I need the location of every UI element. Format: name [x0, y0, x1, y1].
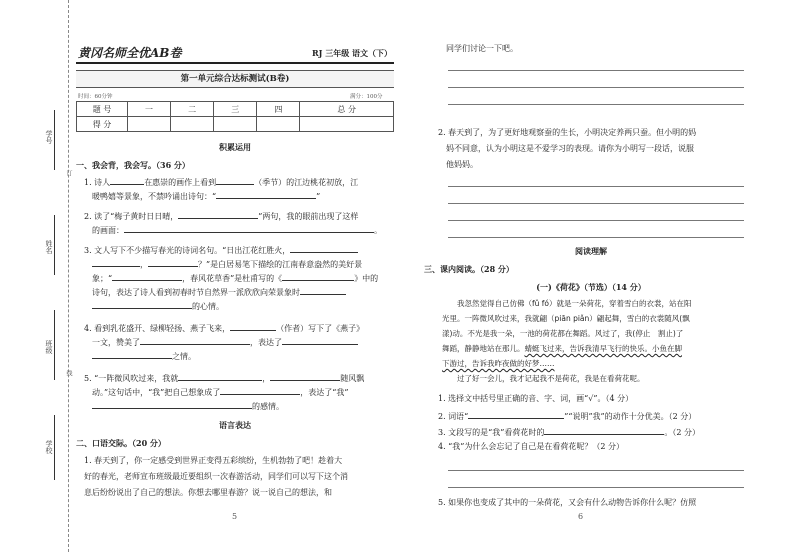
question-4-line3 [92, 348, 394, 364]
q5-text: 5. “一阵微风吹过来，我就 [84, 374, 179, 383]
answer-line[interactable] [448, 104, 744, 105]
q4-text: 一文，赞美了 [92, 338, 140, 347]
reading-question-1: 1. 选择文中括号里正确的音、字、词，画“√”。（4 分） [438, 394, 634, 403]
score-table-header-row [77, 102, 394, 117]
cut-line [68, 0, 69, 552]
edition-label: RJ 三年级 语文（下） [311, 48, 392, 58]
header-banner [76, 42, 394, 64]
passage-line: 舞蹈，静静地站在那儿。 [442, 344, 525, 353]
passage-line: 我忽然觉得自己仿佛（fǔ fó）就是一朵荷花，穿着雪白的衣裳，站在阳 [457, 299, 692, 308]
question-3-line5 [92, 298, 394, 314]
answer-line[interactable] [448, 186, 744, 187]
q2-text: 的画面： [92, 226, 124, 235]
answer-blank[interactable] [468, 408, 564, 419]
q3-text: 》中的 [354, 274, 379, 283]
answer-blank[interactable] [282, 270, 354, 281]
q2-text: 2. 读了“梅子黄时日日晴， [84, 212, 179, 221]
q5-text: 随风飘 [340, 374, 365, 383]
answer-blank[interactable] [178, 370, 262, 381]
q3-text: 象；“ [92, 274, 113, 283]
name-label: 姓名 [45, 240, 53, 254]
q1-text: （季节）的江边桃花初放，江 [254, 178, 359, 187]
score-cell: 四 [257, 102, 300, 117]
reading-question-2 [438, 408, 748, 424]
answer-line[interactable] [448, 87, 744, 88]
answer-line[interactable] [448, 70, 744, 71]
score-cell: 得 分 [77, 117, 128, 132]
reading-question-3 [438, 424, 748, 440]
q3-text: 的心情。 [192, 302, 224, 311]
reading-question-4: 4. “我”为什么会忘记了自己是在看荷花呢？（2 分） [438, 442, 624, 451]
exam-full-score: 满分：100分 [350, 94, 383, 100]
q4-text: 4. 看到乳花盛开、绿柳轻扬、燕子飞来， [84, 324, 231, 333]
answer-blank[interactable] [216, 174, 254, 185]
student-id-line [54, 110, 55, 170]
passage-text [442, 296, 744, 386]
brand-title: 黄冈名师全优AB卷 [78, 46, 182, 60]
answer-blank[interactable] [544, 424, 664, 435]
oral-question-2-line1: 2. 春天到了，为了更好地观察蚕的生长，小明决定养两只蚕。但小明的妈 [438, 128, 697, 137]
q3-text: ？”是白居易笔下描绘的江南春意盎然的美好景 [198, 260, 363, 269]
reading-question-5: 5. 如果你也变成了其中的一朵荷花，又会有什么动物告诉你什么呢？仿照 [438, 498, 697, 507]
section-title-jilei: 积累运用 [219, 142, 251, 152]
q4-text: （作者）写下了《燕子》 [276, 324, 365, 333]
name-line [54, 215, 55, 275]
section-title-yuedu: 阅读理解 [575, 246, 607, 256]
part1-title: 一、我会背，我会写。（36 分） [76, 160, 190, 170]
school-label: 学校 [45, 440, 53, 454]
q3-text: 3. 文人写下不少描写春光的诗词名句。“日出江花红胜火， [84, 246, 291, 255]
answer-blank[interactable] [282, 334, 358, 345]
passage-underlined-text: 下游过，告诉我昨夜做的好梦…… [442, 359, 555, 368]
q1-text: 1. 诗人 [84, 178, 111, 187]
part3-title: 三、课内阅读。（28 分） [424, 264, 514, 274]
score-table-score-row [77, 117, 394, 132]
passage-underlined-text: 蜻蜓飞过来，告诉我清早飞行的快乐。小鱼在脚 [524, 344, 682, 353]
q2-text: 。 [374, 226, 382, 235]
answer-blank[interactable] [216, 188, 316, 199]
answer-blank[interactable] [92, 298, 192, 309]
score-cell: 三 [214, 102, 257, 117]
binding-mark-ding: 订 [65, 170, 72, 176]
answer-line[interactable] [448, 487, 744, 488]
class-label: 班级 [45, 340, 53, 354]
answer-line[interactable] [448, 237, 744, 238]
passage-line: 过了好一会儿，我才记起我不是荷花，我是在看荷花呢。 [457, 374, 645, 383]
score-input[interactable] [128, 117, 171, 132]
student-id-label: 学号 [45, 130, 53, 144]
rq2-text: 2. 词语“ [438, 412, 469, 421]
answer-blank[interactable] [92, 348, 172, 359]
part2-title: 二、口语交际。（20 分） [76, 438, 166, 448]
q5-text: 的感情。 [252, 402, 284, 411]
score-input[interactable] [257, 117, 300, 132]
q3-text: ，春风花草香”是杜甫写的《 [182, 274, 283, 283]
question-5-line3 [92, 398, 394, 414]
q3-text: 诗句，表达了诗人看到初春时节自然界一派欣欣向荣景象时 [92, 288, 300, 297]
school-line [54, 415, 55, 480]
score-input[interactable] [171, 117, 214, 132]
score-input[interactable] [300, 117, 394, 132]
answer-blank[interactable] [300, 284, 346, 295]
q1-text: 在惠崇的画作上看到 [144, 178, 217, 187]
answer-line[interactable] [448, 470, 744, 471]
answer-blank[interactable] [290, 242, 358, 253]
q5-text: 动。”这句话中，“我”把自己想象成了 [92, 388, 221, 397]
score-cell: 二 [171, 102, 214, 117]
answer-blank[interactable] [230, 320, 276, 331]
exam-time: 时间：60分钟 [78, 94, 113, 100]
rq3-text: 3. 文段写的是“我”看荷花时的 [438, 428, 545, 437]
score-cell: 一 [128, 102, 171, 117]
answer-blank[interactable] [112, 270, 182, 281]
answer-line[interactable] [448, 203, 744, 204]
answer-blank[interactable] [148, 256, 198, 267]
answer-line[interactable] [448, 220, 744, 221]
question-1-line2 [92, 188, 394, 204]
page-number-right: 6 [578, 512, 584, 521]
passage-title: (一)《荷花》（节选）（14 分） [536, 282, 646, 292]
oral-question-1-line1: 1. 春天到了，你一定感受到世界正变得五彩缤纷，生机勃勃了吧！趁着大 [84, 456, 343, 465]
q1-text: ” [316, 192, 321, 201]
answer-blank[interactable] [110, 174, 144, 185]
q4-text: ，表达了 [250, 338, 282, 347]
answer-blank[interactable] [178, 208, 258, 219]
class-line [54, 310, 55, 380]
answer-blank[interactable] [92, 256, 140, 267]
q4-text: 之情。 [172, 352, 196, 361]
rq3-text: 。（2 分） [664, 428, 700, 437]
answer-blank[interactable] [140, 334, 250, 345]
q2-text: ”两句，我的眼前出现了这样 [258, 212, 359, 221]
score-table [76, 101, 394, 132]
oral-question-2-line3: 他妈妈。 [446, 160, 478, 169]
oral-question-1-cont: 同学们讨论一下吧。 [446, 44, 518, 53]
passage-line: 光里。一阵微风吹过来，我就翩（piān piǎn）翩起舞，雪白的衣裳随风(飘 [442, 314, 690, 323]
q1-text: 暖鸭嬉等景象，不禁吟诵出诗句：“ [92, 192, 217, 201]
binding-strip [0, 0, 72, 552]
section-title-yuyan: 语言表达 [219, 420, 251, 430]
oral-question-1-line3: 息后纷纷说出了自己的想法。你想去哪里春游？说一说自己的想法，和 [84, 488, 332, 497]
answer-blank[interactable] [270, 370, 340, 381]
binding-mark-xian: 线 [65, 370, 72, 376]
q3-text: ， [140, 260, 148, 269]
question-2-line2 [92, 222, 394, 238]
answer-blank[interactable] [92, 398, 252, 409]
answer-blank[interactable] [220, 384, 300, 395]
answer-blank[interactable] [124, 222, 374, 233]
exam-title: 第一单元综合达标测试(B卷) [76, 70, 394, 88]
oral-question-2-line2: 妈不同意，认为小明这是不爱学习的表现。请你为小明写一段话，说服 [446, 144, 694, 153]
score-cell: 题 号 [77, 102, 128, 117]
oral-question-1-line2: 好的春光，老师宣布班级最近要组织一次春游活动，同学们可以写下这个消 [84, 472, 348, 481]
score-input[interactable] [214, 117, 257, 132]
q5-text: ，表达了“我” [300, 388, 349, 397]
passage-line: 漾)动。不光是我一朵，一池的荷花都在舞蹈。风过了，我(停止 割止)了 [442, 329, 684, 338]
q5-text: ， [262, 374, 271, 383]
score-cell: 总 分 [300, 102, 394, 117]
page-number-left: 5 [232, 512, 238, 521]
rq2-text: ”“说明”我”的动作十分优美。（2 分） [564, 412, 697, 421]
